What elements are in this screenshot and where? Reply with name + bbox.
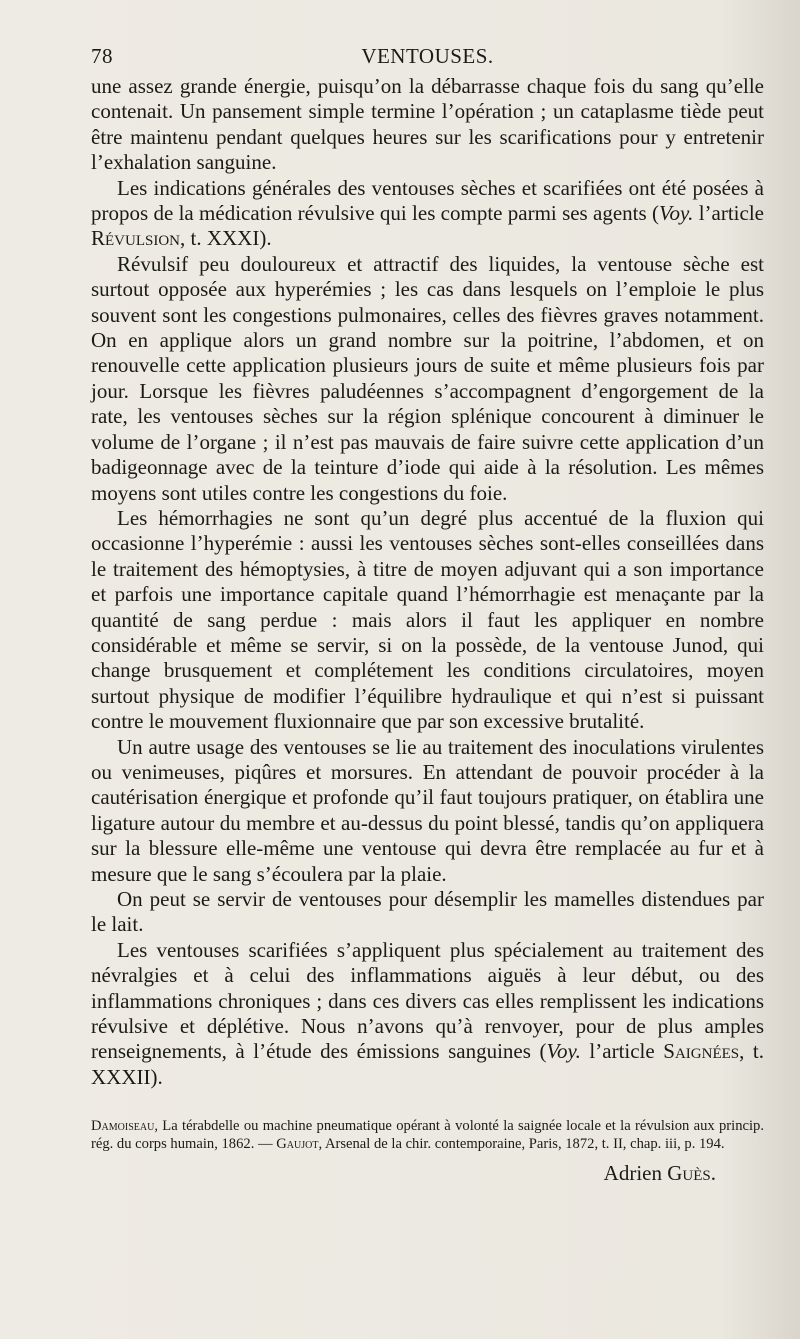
paragraph-text: Les indications générales des ventouses sèches et scarifiées ont été posées à propos de la médication révulsive qui les compte parmi ses agents xyxy=(91,175,764,226)
ref-volume: , t. XXXII). xyxy=(91,1039,764,1089)
paragraph: une assez grande énergie, puisqu’on la débarrasse chaque fois du sang qu’elle contenait. Un pansement simple termine l’opération ; un cataplasme tiède peut être maintenu pendant quelques heures sur les scarifications pour y entretenir l’exhalation sanguine. xyxy=(91,74,764,175)
author-signature xyxy=(91,1161,764,1186)
bibliography xyxy=(91,1117,764,1153)
ref-article: Saignées xyxy=(663,1039,740,1064)
bib-text: , La térabdelle ou machine pneumatique opérant à volonté la saignée locale et la révulsion aux princip. rég. du corps humain, 1862. — xyxy=(91,1118,764,1153)
paragraph: Les hémorrhagies ne sont qu’un degré plus accentué de la fluxion qui occasionne l’hyperémie : aussi les ventouses sèches sont-elles conseillées dans le traitement des hémoptysies, à titre de moyen adjuvant qui a son importance et parfois une importance capitale quand l’hémorrhagie est menaçante par la quantité de sang perdue : mais alors il faut les appliquer en nombre considérable et même se servir, si on la possède, de la ventouse Junod, qui change brusquement et complétement les conditions circulatoires, moyen surtout physique de modifier l’équilibre hydraulique et qui n’est si puissant contre le mouvement fluxionnaire que par son excessive brutalité. xyxy=(91,505,764,734)
ref-text: l’article xyxy=(693,201,764,226)
ref-article: Révulsion xyxy=(91,226,180,251)
ref-text: l’article xyxy=(580,1039,664,1064)
signature-end: . xyxy=(710,1161,716,1186)
paragraph: On peut se servir de ventouses pour désemplir les mamelles distendues par le lait. xyxy=(91,887,764,937)
bib-text: , Arsenal de la chir. contemporaine, Paris, 1872, t. II, chap. iii, p. 194. xyxy=(318,1136,725,1153)
signature-first: Adrien xyxy=(603,1161,668,1186)
voy-ref: Voy. xyxy=(658,201,694,226)
page-header xyxy=(91,44,764,74)
paragraph-text: Les ventouses scarifiées s’appliquent plus spécialement au traitement des névralgies et à celui des inflammations aiguës à leur début, ou des inflammations chroniques ; dans ces divers cas elles remplissent les indications révulsive et déplétive. Nous n’avons qu’à renvoyer, pour de plus amples renseignements, à l’étude des émissions sanguines xyxy=(91,937,764,1064)
paragraph: Les ventouses scarifiées s’appliquent plus spécialement au traitement des névralgies et à celui des inflammations aiguës à leur début, ou des inflammations chroniques ; dans ces divers cas elles remplissent les indications révulsive et déplétive. Nous n’avons qu’à renvoyer, pour de plus amples renseignements, à l’étude des émissions sanguines (Voy. l’article Saignées, t. XXXII). xyxy=(91,937,764,1089)
paragraph: Un autre usage des ventouses se lie au traitement des inoculations virulentes ou venimeuses, piqûres et morsures. En attendant de pouvoir procéder à la cautérisation énergique et profonde qu’il faut toujours pratiquer, on établira une ligature autour du membre et au-dessus du point blessé, tandis qu’on appliquera sur la blessure elle-même une ventouse qui devra être remplacée au fur et à mesure que le sang s’écoulera par la plaie. xyxy=(91,734,764,886)
ref-volume: , t. XXXI). xyxy=(180,226,272,251)
page-number: 78 xyxy=(91,44,113,68)
bibliography-entry xyxy=(91,1117,764,1153)
paragraph: Les indications générales des ventouses sèches et scarifiées ont été posées à propos de la médication révulsive qui les compte parmi ses agents (Voy. l’article Révulsion, t. XXXI). xyxy=(91,175,764,251)
running-title: VENTOUSES. xyxy=(361,44,494,68)
bib-author: Gaujot xyxy=(276,1136,319,1153)
signature-last: Guès xyxy=(667,1161,711,1186)
voy-ref: Voy. xyxy=(546,1039,581,1064)
paragraph: Révulsif peu douloureux et attractif des liquides, la ventouse sèche est surtout opposée aux hyperémies ; les cas dans lesquels on l’emploie le plus souvent sont les congestions pulmonaires, celles des fièvres graves notamment. On en applique alors un grand nombre sur la poitrine, l’abdomen, et on renouvelle cette application plusieurs jours de suite et même plusieurs fois par jour. Lorsque les fièvres paludéennes s’accompagnent d’engorgement de la rate, les ventouses sèches sur la région splénique concourent à diminuer le volume de l’organe ; il n’est pas mauvais de faire suivre cette application d’un badigeonnage avec de la teinture d’iode qui aide à la résolution. Les mêmes moyens sont utiles contre les congestions du foie. xyxy=(91,251,764,505)
article-body xyxy=(91,74,764,1090)
bib-author: Damoiseau xyxy=(91,1118,155,1135)
